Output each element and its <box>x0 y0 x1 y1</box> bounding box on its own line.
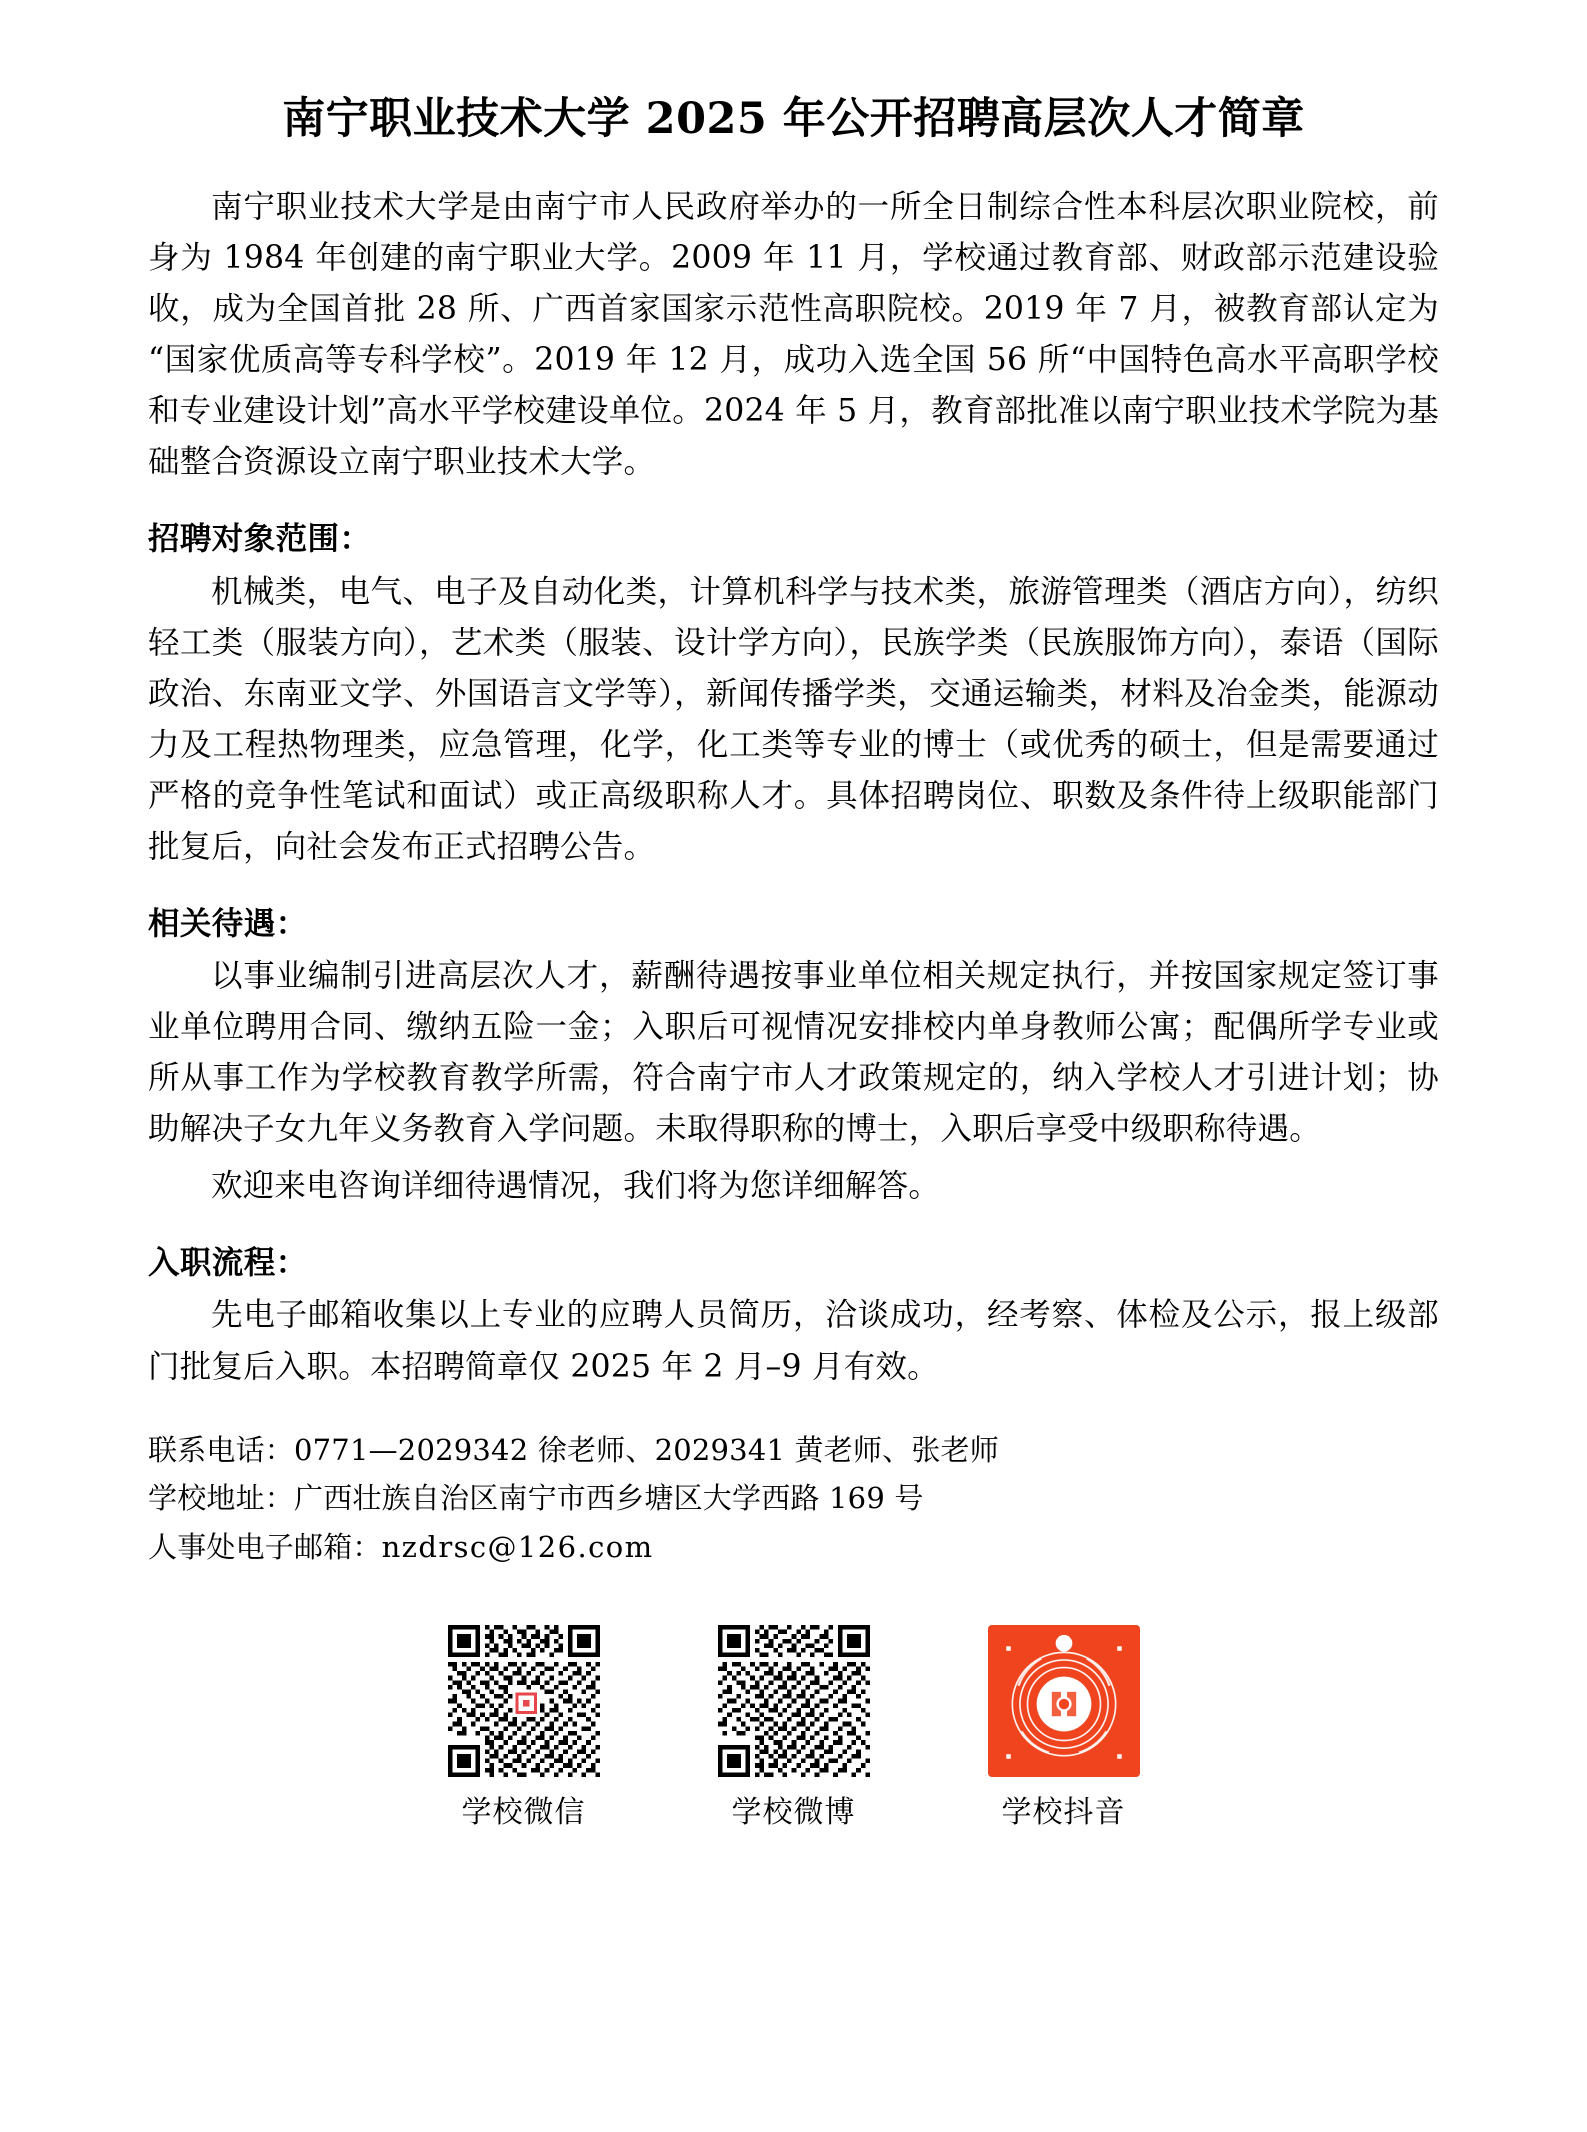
contact-phone-line: 联系电话：0771—2029342 徐老师、2029341 黄老师、张老师 <box>148 1432 999 1467</box>
wechat-qr-icon <box>448 1625 600 1777</box>
qr-code-row <box>148 1625 1439 1852</box>
section-paragraph-onboarding-process: 先电子邮箱收集以上专业的应聘人员简历，洽谈成功，经考察、体检及公示，报上级部门批复后入职。本招聘简章仅 2025 年 2 月–9 月有效。 <box>148 1297 1439 1385</box>
contact-email-line <box>148 1524 1439 1571</box>
qr-caption-douyin: 学校抖音 <box>1001 1795 1126 1831</box>
section-heading-benefits: 相关待遇： <box>148 904 308 942</box>
qr-caption-wechat: 学校微信 <box>461 1795 586 1831</box>
section-heading-recruitment-scope: 招聘对象范围： <box>148 520 372 558</box>
weibo-qr-icon <box>718 1625 870 1777</box>
section-paragraph-recruitment-scope: 机械类，电气、电子及自动化类，计算机科学与技术类，旅游管理类（酒店方向），纺织轻工类（服装方向），艺术类（服装、设计学方向），民族学类（民族服饰方向），泰语（国际政治、东南亚文学、外国语言文学等），新闻传播学类，交通运输类，材料及冶金类，能源动力及工程热物理类，应急管理，化学，化工类等专业的博士（或优秀的硕士，但是需要通过严格的竞争性笔试和面试）或正高级职称人才。具体招聘岗位、职数及条件待上级职能部门批复后，向社会发布正式招聘公告。 <box>148 573 1439 865</box>
douyin-qr-icon <box>988 1625 1140 1777</box>
section-paragraph-benefits-2: 欢迎来电咨询详细待遇情况，我们将为您详细解答。 <box>211 1168 941 1205</box>
contact-address-line: 学校地址：广西壮族自治区南宁市西乡塘区大学西路 169 号 <box>148 1481 924 1516</box>
qr-caption-weibo: 学校微博 <box>731 1795 856 1831</box>
contact-email-value: nzdrsc@126.com <box>381 1530 654 1565</box>
intro-paragraph: 南宁职业技术大学是由南宁市人民政府举办的一所全日制综合性本科层次职业院校，前身为 1984 年创建的南宁职业大学。2009 年 11 月，学校通过教育部、财政部示范建设验收，成为全国首批 28 所、广西首家国家示范性高职院校。2019 年 7 月，被教育部认定为“国家优质高等专科学校”。2019 年 12 月，成功入选全国 56 所“中国特色高水平高职学校和专业建设计划”高水平学校建设单位。2024 年 5 月，教育部批准以南宁职业技术学院为基础整合资源设立南宁职业技术大学。 <box>148 189 1439 481</box>
section-heading-onboarding-process: 入职流程： <box>148 1244 308 1282</box>
qr-item-wechat <box>448 1625 600 1832</box>
page-title: 南宁职业技术大学 2025 年公开招聘高层次人才简章 <box>282 94 1305 144</box>
section-paragraph-benefits-1: 以事业编制引进高层次人才，薪酬待遇按事业单位相关规定执行，并按国家规定签订事业单位聘用合同、缴纳五险一金；入职后可视情况安排校内单身教师公寓；配偶所学专业或所从事工作为学校教育教学所需，符合南宁市人才政策规定的，纳入学校人才引进计划；协助解决子女九年义务教育入学问题。未取得职称的博士，入职后享受中级职称待遇。 <box>148 958 1439 1148</box>
qr-item-weibo <box>718 1625 870 1832</box>
qr-item-douyin <box>988 1625 1140 1832</box>
contact-block <box>148 1427 1439 1572</box>
contact-email-label: 人事处电子邮箱： <box>148 1530 382 1565</box>
